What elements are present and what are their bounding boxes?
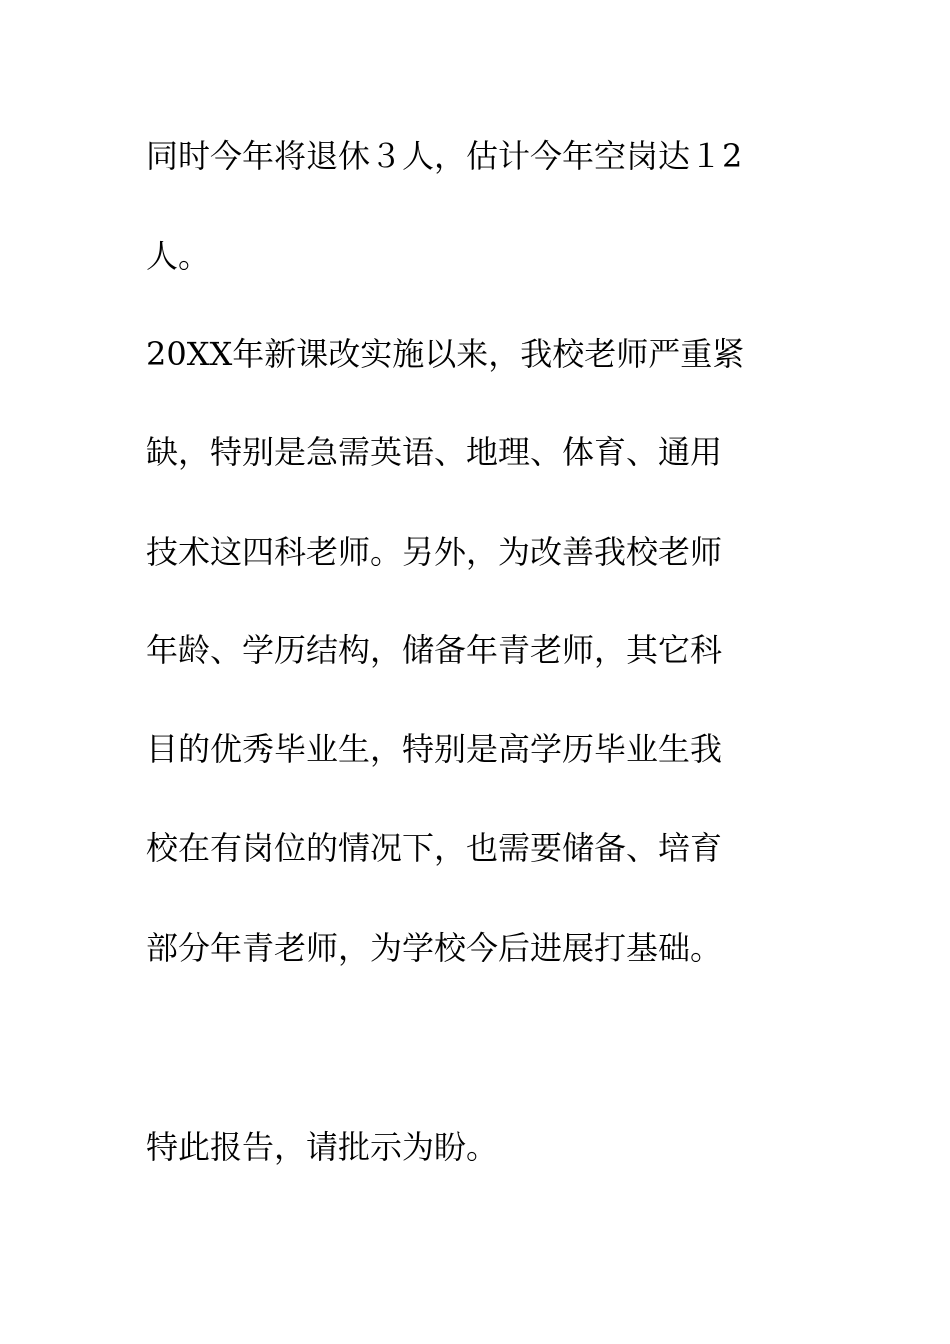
paragraph-1-line-1: 同时今年将退休３人，估计今年空岗达１2 (146, 137, 743, 175)
paragraph-2-line-3: 技术这四科老师。另外，为改善我校老师 (146, 533, 723, 571)
paragraph-2-line-1: 20XX年新课改实施以来，我校老师严重紧 (146, 335, 745, 373)
paragraph-2-line-4: 年龄、学历结构，储备年青老师，其它科 (146, 631, 723, 669)
paragraph-2-line-2: 缺，特别是急需英语、地理、体育、通用 (146, 433, 723, 471)
paragraph-2-line-6: 校在有岗位的情况下，也需要储备、培育 (146, 829, 723, 867)
paragraph-2-line-7: 部分年青老师，为学校今后进展打基础。 (146, 929, 723, 967)
closing-line: 特此报告，请批示为盼。 (146, 1128, 499, 1166)
paragraph-2-line-5: 目的优秀毕业生，特别是高学历毕业生我 (146, 730, 723, 768)
paragraph-1-line-2: 人。 (146, 237, 211, 275)
